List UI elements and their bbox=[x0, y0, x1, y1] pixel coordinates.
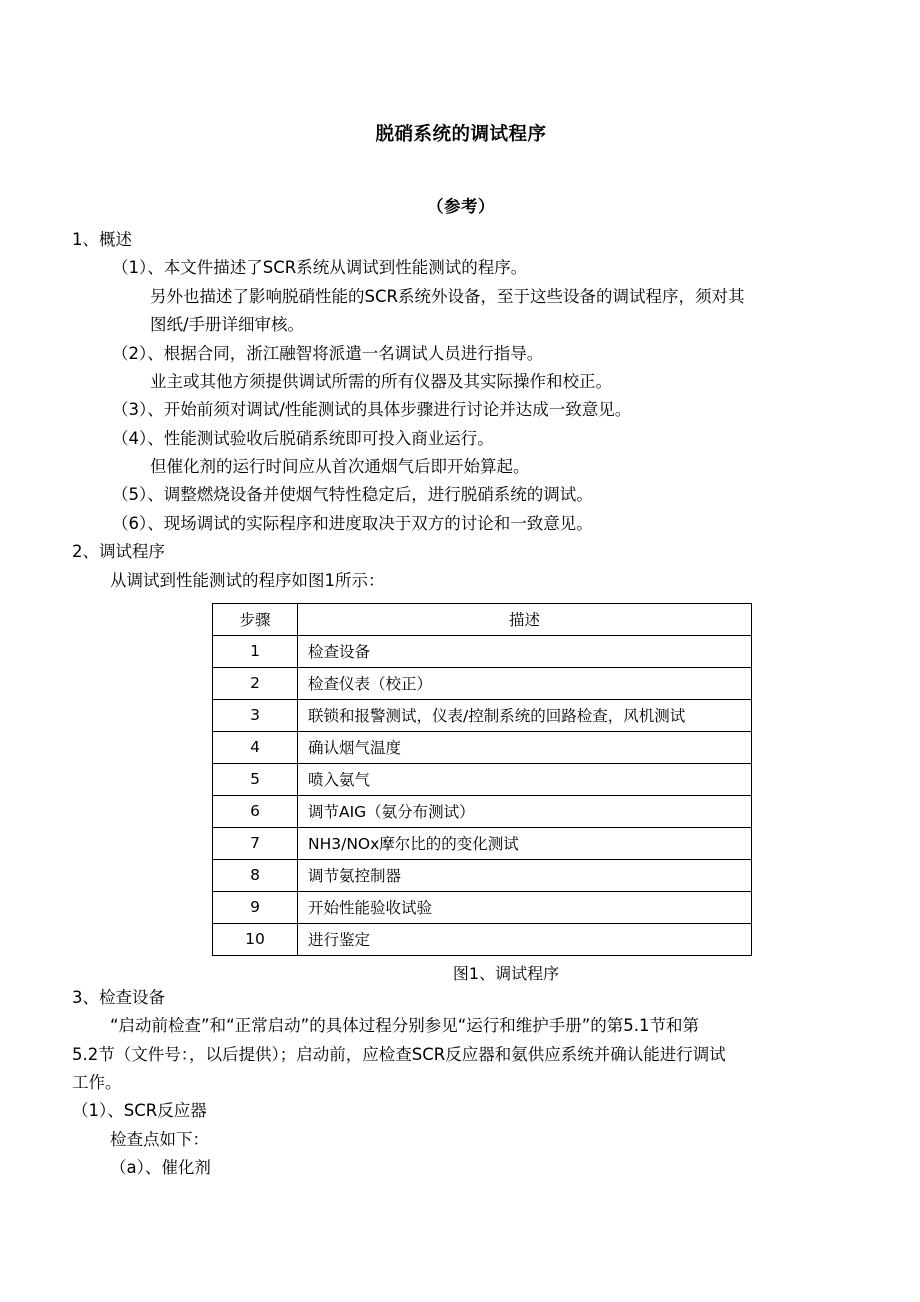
section-1-item-4-note: 但催化剂的运行时间应从首次通烟气后即开始算起。 bbox=[150, 457, 530, 476]
table-row bbox=[213, 859, 752, 891]
section-1-item-2: （2）、根据合同，浙江融智将派遣一名调试人员进行指导。 bbox=[112, 343, 544, 363]
section-3-heading: 3、检查设备 bbox=[72, 987, 165, 1007]
table-cell-description: 确认烟气温度 bbox=[298, 731, 752, 763]
section-1-item-6: （6）、现场调试的实际程序和进度取决于双方的讨论和一致意见。 bbox=[112, 513, 593, 533]
table-header-description: 描述 bbox=[298, 603, 752, 635]
section-2-lead: 从调试到性能测试的程序如图1所示： bbox=[110, 570, 385, 590]
table-cell-description: 进行鉴定 bbox=[298, 923, 752, 955]
table-row bbox=[213, 923, 752, 955]
section-3-paragraph-line-2: 5.2节（文件号：，以后提供）；启动前，应检查SCR反应器和氨供应系统并确认能进行调试 bbox=[72, 1044, 726, 1064]
table-cell-step: 2 bbox=[213, 667, 298, 699]
table-cell-step: 10 bbox=[213, 923, 298, 955]
table-cell-step: 8 bbox=[213, 859, 298, 891]
table-cell-step: 1 bbox=[213, 635, 298, 667]
section-1-item-4: （4）、性能测试验收后脱硝系统即可投入商业运行。 bbox=[112, 428, 494, 448]
section-1-item-2-note: 业主或其他方须提供调试所需的所有仪器及其实际操作和校正。 bbox=[150, 371, 612, 391]
table-cell-step: 9 bbox=[213, 891, 298, 923]
table-row bbox=[213, 891, 752, 923]
section-1-item-1-note-line-1: 另外也描述了影响脱硝性能的SCR系统外设备，至于这些设备的调试程序，须对其 bbox=[150, 286, 745, 306]
table-row bbox=[213, 763, 752, 795]
table-row bbox=[213, 795, 752, 827]
table-cell-step: 3 bbox=[213, 699, 298, 731]
section-3-item-1-lead: 检查点如下： bbox=[110, 1129, 209, 1149]
table-cell-step: 7 bbox=[213, 827, 298, 859]
table-cell-step: 6 bbox=[213, 795, 298, 827]
table-cell-step: 4 bbox=[213, 731, 298, 763]
table-header-row bbox=[213, 603, 752, 635]
section-3-paragraph-line-3: 工作。 bbox=[72, 1073, 122, 1092]
table-cell-description: 调节氨控制器 bbox=[298, 859, 752, 891]
section-3-item-1-a: （a）、催化剂 bbox=[110, 1158, 211, 1178]
table-cell-description: 联锁和报警测试，仪表/控制系统的回路检查，风机测试 bbox=[298, 699, 752, 731]
table-cell-description: 检查仪表（校正） bbox=[298, 667, 752, 699]
table-row bbox=[213, 635, 752, 667]
table-cell-description: 喷入氨气 bbox=[298, 763, 752, 795]
figure-caption: 图1、调试程序 bbox=[452, 963, 560, 983]
table-row bbox=[213, 699, 752, 731]
section-3-item-1: （1）、SCR反应器 bbox=[72, 1101, 207, 1121]
table-cell-description: 开始性能验收试验 bbox=[298, 891, 752, 923]
table-cell-step: 5 bbox=[213, 763, 298, 795]
table-cell-description: 检查设备 bbox=[298, 635, 752, 667]
table-cell-description: NH3/NOx摩尔比的的变化测试 bbox=[298, 827, 752, 859]
page-subtitle: （参考） bbox=[427, 197, 495, 216]
table-row bbox=[213, 667, 752, 699]
table-header-step: 步骤 bbox=[213, 603, 298, 635]
table-row bbox=[213, 827, 752, 859]
section-1-item-1-note-line-2: 图纸/手册详细审核。 bbox=[150, 315, 305, 335]
procedure-table bbox=[212, 603, 752, 956]
section-1-heading: 1、概述 bbox=[72, 230, 132, 249]
section-1-item-3: （3）、开始前须对调试/性能测试的具体步骤进行讨论并达成一致意见。 bbox=[112, 400, 632, 420]
section-2-heading: 2、调试程序 bbox=[72, 542, 165, 562]
section-1-item-5: （5）、调整燃烧设备并使烟气特性稳定后，进行脱硝系统的调试。 bbox=[112, 485, 593, 505]
section-1-item-1: （1）、本文件描述了SCR系统从调试到性能测试的程序。 bbox=[112, 258, 528, 278]
table-cell-description: 调节AIG（氨分布测试） bbox=[298, 795, 752, 827]
table-row bbox=[213, 731, 752, 763]
section-3-paragraph-line-1: “启动前检查”和“正常启动”的具体过程分别参见“运行和维护手册”的第5.1节和第 bbox=[110, 1016, 700, 1036]
page-title: 脱硝系统的调试程序 bbox=[375, 124, 547, 145]
